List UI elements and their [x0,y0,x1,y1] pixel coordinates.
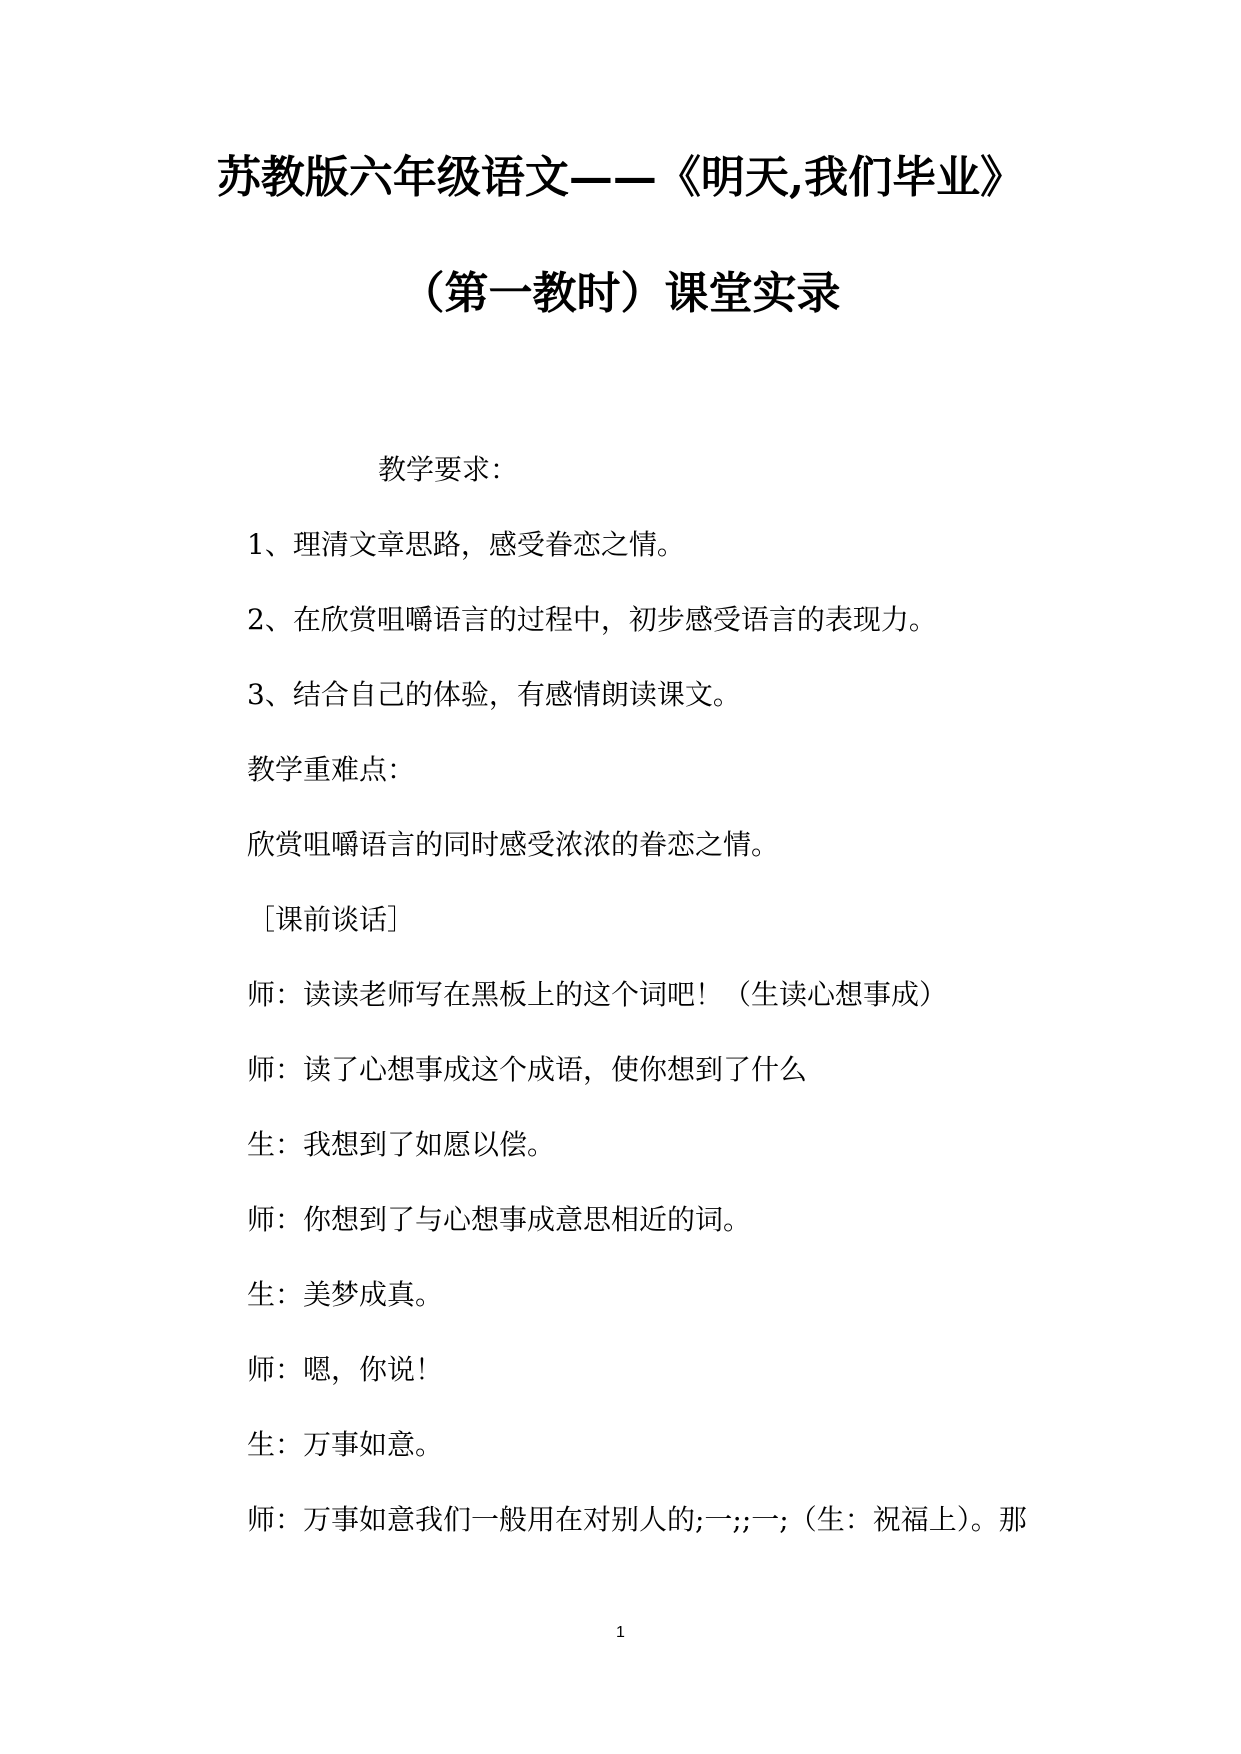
section-heading-pre-class-talk: ［课前谈话］ [247,903,416,936]
paragraph-requirement-2: 2、在欣赏咀嚼语言的过程中，初步感受语言的表现力。 [247,603,937,636]
paragraph-requirement-3: 3、结合自己的体验，有感情朗读课文。 [247,678,741,711]
dialogue-line: 师：读了心想事成这个成语，使你想到了什么 [247,1053,808,1086]
dialogue-line: 师：读读老师写在黑板上的这个词吧！（生读心想事成） [247,978,948,1011]
dialogue-line: 生：美梦成真。 [247,1278,444,1311]
page-number: 1 [616,1624,625,1641]
document-title-line-1: 苏教版六年级语文——《明天,我们毕业》 [216,152,1025,203]
section-heading-teaching-requirements: 教学要求： [378,453,519,486]
section-heading-key-points: 教学重难点： [247,753,416,786]
dialogue-line: 师：嗯，你说！ [247,1353,444,1386]
paragraph-key-points: 欣赏咀嚼语言的同时感受浓浓的眷恋之情。 [247,828,780,861]
document-title-line-2: （第一教时）课堂实录 [400,268,841,319]
dialogue-line: 生：我想到了如愿以偿。 [247,1128,556,1161]
paragraph-requirement-1: 1、理清文章思路，感受眷恋之情。 [247,528,685,561]
dialogue-line: 生：万事如意。 [247,1428,444,1461]
dialogue-line: 师：你想到了与心想事成意思相近的词。 [247,1203,752,1236]
dialogue-line: 师：万事如意我们一般用在对别人的;一;;一;（生：祝福上）。那 [247,1503,1027,1536]
